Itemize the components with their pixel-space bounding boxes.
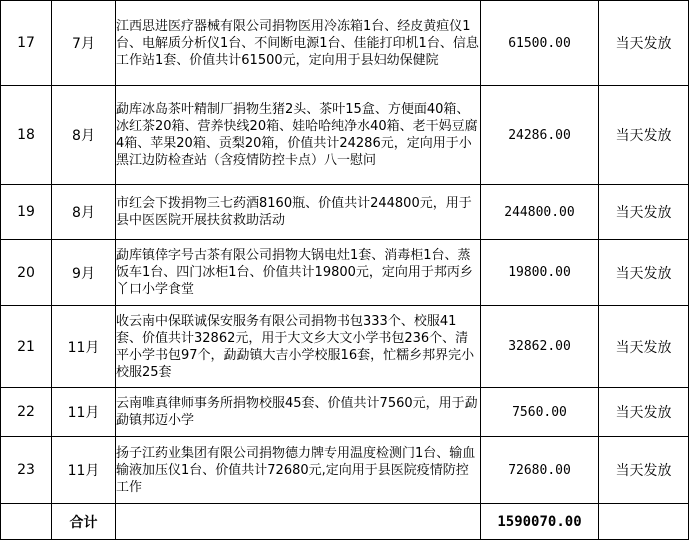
total-note-blank: [599, 504, 689, 540]
row-description: 市红会下拨捐物三七药酒8160瓶、价值共计244800元，用于县中医医院开展扶贫救助活动: [116, 185, 481, 240]
row-amount: 61500.00: [481, 1, 599, 86]
row-description: 收云南中保联诚保安服务有限公司捐物书包333个、校服41套、价值共计32862元，用于大文乡大文小学书包236个、清平小学书包97个，勐勐镇大吉小学校服16套，忙糯乡邦界完小校服25套: [116, 306, 481, 388]
row-note: 当天发放: [599, 1, 689, 86]
row-amount: 32862.00: [481, 306, 599, 388]
row-month: 8月: [52, 86, 116, 185]
row-note: 当天发放: [599, 437, 689, 504]
row-month: 11月: [52, 437, 116, 504]
row-number: 22: [1, 388, 52, 437]
row-description: 扬子江药业集团有限公司捐物德力牌专用温度检测门1台、输血输液加压仪1台、价值共计72680元,定向用于县医院疫情防控工作: [116, 437, 481, 504]
row-description: 勐库镇倖字号古茶有限公司捐物大锅电灶1套、消毒柜1台、蒸饭车1台、四门冰柜1台、价值共计19800元，定向用于邦丙乡丫口小学食堂: [116, 240, 481, 306]
row-number: 21: [1, 306, 52, 388]
row-amount: 24286.00: [481, 86, 599, 185]
total-row: [1, 504, 689, 540]
row-number: 23: [1, 437, 52, 504]
row-note: 当天发放: [599, 86, 689, 185]
row-amount: 244800.00: [481, 185, 599, 240]
row-description: 勐库冰岛茶叶精制厂捐物生猪2头、茶叶15盒、方便面40箱、冰红茶20箱、营养快线20箱、娃哈哈纯净水40箱、老干妈豆腐4箱、苹果20箱、贡梨20箱，价值共计24286元，定向用于小黑江边防检查站（含疫情防控卡点）八一慰问: [116, 86, 481, 185]
table-row: [1, 185, 689, 240]
table-row: [1, 388, 689, 437]
row-month: 11月: [52, 388, 116, 437]
row-month: 9月: [52, 240, 116, 306]
row-description: 云南唯真律师事务所捐物校服45套、价值共计7560元，用于勐勐镇邦迈小学: [116, 388, 481, 437]
row-note: 当天发放: [599, 306, 689, 388]
row-note: 当天发放: [599, 185, 689, 240]
row-note: 当天发放: [599, 240, 689, 306]
total-blank: [1, 504, 52, 540]
row-note: 当天发放: [599, 388, 689, 437]
table-row: [1, 240, 689, 306]
row-month: 11月: [52, 306, 116, 388]
row-amount: 19800.00: [481, 240, 599, 306]
row-number: 17: [1, 1, 52, 86]
row-month: 8月: [52, 185, 116, 240]
table-row: [1, 306, 689, 388]
table-row: [1, 1, 689, 86]
row-number: 19: [1, 185, 52, 240]
row-month: 7月: [52, 1, 116, 86]
table-row: [1, 437, 689, 504]
row-number: 20: [1, 240, 52, 306]
table-row: [1, 86, 689, 185]
total-amount: 1590070.00: [481, 504, 599, 540]
total-desc-blank: [116, 504, 481, 540]
row-number: 18: [1, 86, 52, 185]
total-label: 合计: [52, 504, 116, 540]
row-description: 江西思进医疗器械有限公司捐物医用冷冻箱1台、经皮黄疸仪1台、电解质分析仪1台、不间断电源1台、佳能打印机1台、信息工作站1套、价值共计61500元，定向用于县妇幼保健院: [116, 1, 481, 86]
row-amount: 7560.00: [481, 388, 599, 437]
row-amount: 72680.00: [481, 437, 599, 504]
